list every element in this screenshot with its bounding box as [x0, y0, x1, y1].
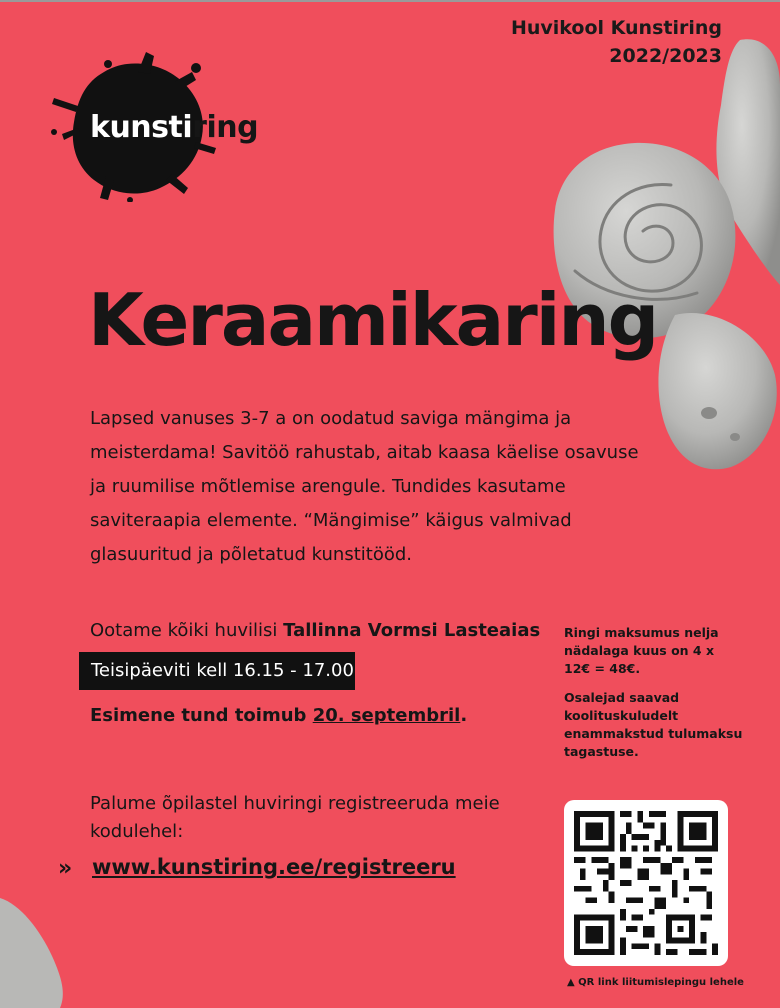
first-lesson-line — [90, 703, 467, 729]
double-chevron-right-icon: » — [58, 856, 66, 881]
qr-caption: ▲ QR link liitumislepingu lehele — [567, 977, 744, 988]
logo-text-white: kunsti — [90, 110, 193, 145]
first-lesson-suffix: . — [460, 705, 468, 726]
time-label: Teisipäeviti kell 16.15 - 17.00 — [79, 652, 355, 690]
school-name: Huvikool Kunstiring — [510, 17, 722, 39]
location-name: Tallinna Vormsi Lasteaias — [283, 620, 541, 641]
clay-corner-image — [0, 890, 70, 1008]
registration-text: Palume õpilastel huviringi registreeruda meie kodulehel: — [90, 793, 500, 842]
school-year: 2022/2023 — [609, 45, 722, 67]
location-prefix: Ootame kõiki huvilisi — [90, 620, 284, 641]
first-lesson-date: 20. septembril — [312, 705, 461, 726]
refund-text: Osalejad saavad koolituskuludelt enammakstud tulumaksu tagastuse. — [564, 690, 743, 759]
course-description: Lapsed vanuses 3-7 a on oodatud saviga mängima ja meisterdama! Savitöö rahustab, aitab kaasa käelise osavuse ja ruumilise mõtlemise arengule. Tundides kasutame saviteraapia elemente. “Mängimise” käigus valmivad glasuuritud ja põletatud kunstitööd. — [90, 408, 639, 565]
top-border — [0, 0, 780, 2]
course-title: Keraamikaring — [88, 278, 658, 362]
registration-link[interactable]: www.kunstiring.ee/registreeru — [92, 855, 456, 879]
location-line — [90, 618, 540, 644]
price-text: Ringi maksumus nelja nädalaga kuus on 4 x 12€ = 48€. — [564, 625, 719, 676]
qr-code[interactable] — [564, 800, 728, 966]
logo-wordmark — [90, 108, 258, 148]
logo-text-black: ring — [192, 110, 259, 145]
first-lesson-prefix: Esimene tund toimub — [90, 705, 313, 726]
qr-code-icon — [574, 810, 718, 956]
